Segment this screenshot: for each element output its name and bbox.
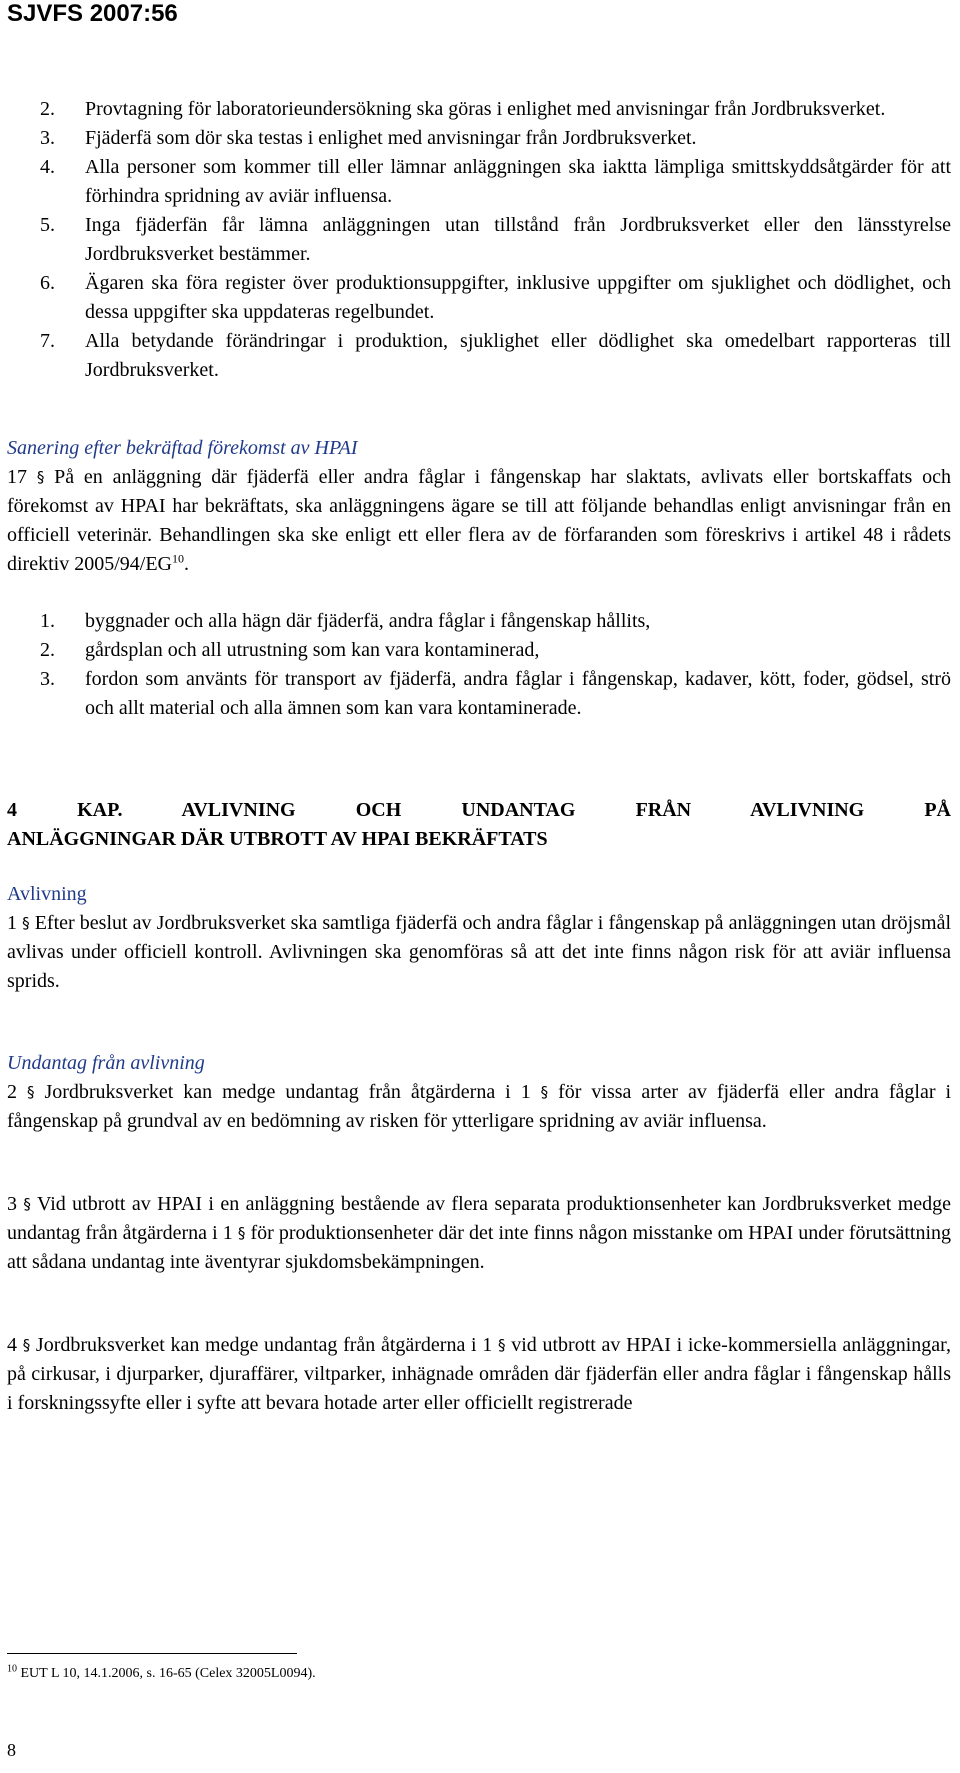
paragraph-number: 3 [7,1193,17,1215]
paragraph-text-cont: för vissa arter av fjäderfä eller andra fåglar i fångenskap på grundval av en bedömning av risken för ytterligare spridning av aviär influensa. [7,1081,952,1132]
paragraph-text-cont: vid utbrott av HPAI i icke-kommersiella anläggningar, på cirkusar, i djurparker, djuraffärer, viltparker, inhägnade områden där fjäderfän eller andra fåglar i fångenskap hålls i forskningssyfte eller i syfte att bevara hotade arter eller officiellt registrerade [7,1334,952,1414]
section-sign: § [26,1083,35,1101]
list-item [40,211,951,269]
section-sign: § [22,1336,31,1354]
list-item-text: fordon som använts för transport av fjäderfä, andra fåglar i fångenskap, kadaver, kött, foder, gödsel, strö och allt material och alla ämnen som kan vara kontaminerade. [85,668,951,719]
paragraph-text: Efter beslut av Jordbruksverket ska samtliga fjäderfä och andra fåglar i fångenskap på anläggningen utan dröjsmål avlivas under officiell kontroll. Avlivningen ska genomföras så att det inte finns någon risk för att aviär influensa sprids. [7,912,951,992]
document-code-header: SJVFS 2007:56 [7,0,178,27]
section-sign: § [36,468,45,486]
paragraph-text: Vid utbrott av HPAI i en anläggning bestående av flera separata produktionsenheter kan Jordbruksverket medge undantag från åtgärderna i 1 [7,1193,952,1244]
section-sign: § [540,1083,549,1101]
section-sign: § [498,1336,506,1354]
paragraph-2 [7,1078,951,1136]
chapter-heading-line1: 4 KAP. AVLIVNING OCH UNDANTAG FRÅN AVLIVNING PÅ [7,799,951,821]
section-heading-avlivning: Avlivning [7,883,87,905]
list-item-number: 3. [40,668,55,690]
paragraph-17 [7,463,951,579]
numbered-list-sanering [40,607,951,723]
section-sign: § [237,1224,246,1242]
list-item [40,153,951,211]
list-item-number: 5. [40,214,55,236]
numbered-list-requirements [40,95,951,385]
paragraph-1 [7,909,951,996]
chapter-heading [7,796,951,854]
list-item [40,327,951,385]
footnote-ref: 10 [171,551,184,566]
paragraph-text: Jordbruksverket kan medge undantag från åtgärderna i 1 [44,1081,531,1103]
chapter-heading-line2: ANLÄGGNINGAR DÄR UTBROTT AV HPAI BEKRÄFTATS [7,828,548,850]
footnote-divider [7,1653,297,1654]
list-item [40,269,951,327]
footnote-number: 10 [7,1663,17,1675]
section-sign: § [23,1195,31,1213]
section-sign: § [22,914,30,932]
list-item [40,665,951,723]
list-item-text: byggnader och alla hägn där fjäderfä, andra fåglar i fångenskap hållits, [85,610,651,632]
section-heading-undantag: Undantag från avlivning [7,1052,205,1074]
list-item-text: Ägaren ska föra register över produktionsuppgifter, inklusive uppgifter om sjuklighet och dödlighet, och dessa uppgifter ska uppdateras regelbundet. [85,272,951,323]
list-item-text: Alla betydande förändringar i produktion, sjuklighet eller dödlighet ska omedelbart rapporteras till Jordbruksverket. [85,330,951,381]
list-item [40,124,951,153]
list-item-text: Alla personer som kommer till eller lämnar anläggningen ska iaktta lämpliga smittskyddsåtgärder för att förhindra spridning av aviär influensa. [85,156,951,207]
paragraph-text: Jordbruksverket kan medge undantag från åtgärderna i 1 [35,1334,493,1356]
list-item-text: Provtagning för laboratorieundersökning ska göras i enlighet med anvisningar från Jordbruksverket. [85,98,886,120]
paragraph-number: 4 [7,1334,17,1356]
list-item-number: 7. [40,330,55,352]
list-item-text: Inga fjäderfän får lämna anläggningen utan tillstånd från Jordbruksverket eller den länsstyrelse Jordbruksverket bestämmer. [85,214,951,265]
list-item-text: gårdsplan och all utrustning som kan vara kontaminerad, [85,639,540,661]
paragraph-text: På en anläggning där fjäderfä eller andra fåglar i fångenskap har slaktats, avlivats eller bortskaffats och förekomst av HPAI har bekräftats, ska anläggningens ägare se till att följande behandlas enligt anvisningar från en officiell veterinär. Behandlingen ska ske enligt ett eller flera av de förfaranden som föreskrivs i artikel 48 i rådets direktiv 2005/94/EG [7,466,952,575]
paragraph-4 [7,1331,951,1418]
list-item-number: 1. [40,610,55,632]
list-item-number: 4. [40,156,55,178]
footnote-text: EUT L 10, 14.1.2006, s. 16-65 (Celex 32005L0094). [20,1666,316,1681]
page-number: 8 [7,1740,16,1760]
list-item [40,95,951,124]
list-item-text: Fjäderfä som dör ska testas i enlighet med anvisningar från Jordbruksverket. [85,127,697,149]
list-item [40,636,951,665]
paragraph-text-end: . [183,553,189,575]
section-heading-sanering: Sanering efter bekräftad förekomst av HPAI [7,437,358,459]
paragraph-3 [7,1190,951,1277]
paragraph-number: 1 [7,912,17,934]
paragraph-text-cont: för produktionsenheter där det inte finns någon misstanke om HPAI under förutsättning att sådana undantag inte äventyrar sjukdomsbekämpningen. [7,1222,952,1273]
list-item [40,607,951,636]
footnote [7,1665,316,1683]
paragraph-number: 17 [7,466,27,488]
list-item-number: 6. [40,272,55,294]
paragraph-number: 2 [7,1081,17,1103]
list-item-number: 2. [40,98,55,120]
list-item-number: 2. [40,639,55,661]
list-item-number: 3. [40,127,55,149]
